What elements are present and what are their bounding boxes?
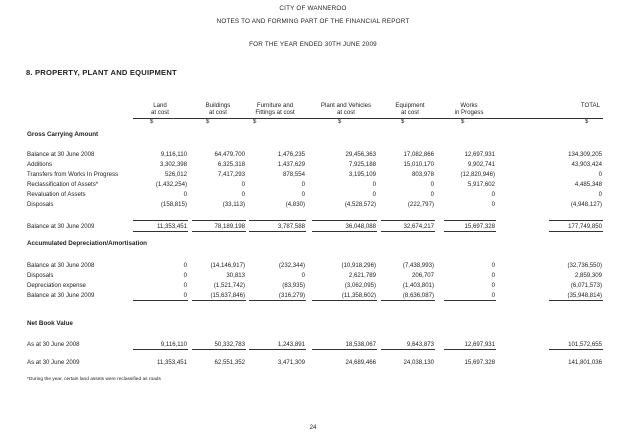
total-rule: [549, 349, 603, 350]
cell-value: (4,948,127): [570, 201, 602, 208]
group-accumulated-depreciation: Accumulated Depreciation/Amortisation: [27, 240, 148, 247]
report-period: FOR THE YEAR ENDED 30TH JUNE 2009: [249, 41, 377, 48]
total-rule: [381, 349, 435, 350]
cell-value: 0: [491, 292, 495, 299]
row-label: Disposals: [27, 272, 54, 279]
table-row: [0, 181, 626, 190]
row-label: Balance at 30 June 2009: [27, 223, 95, 230]
cell-value: 24,038,130: [403, 359, 434, 366]
row-label: Reclassification of Assets*: [27, 181, 99, 188]
cell-value: 3,471,309: [277, 359, 305, 366]
row-label: Additions: [27, 161, 53, 168]
cell-value: (12,820,946): [460, 171, 495, 178]
cell-value: 0: [491, 262, 495, 269]
total-rule: [444, 300, 496, 301]
total-rule: [249, 300, 306, 301]
column-header-land: Land at cost: [151, 102, 169, 117]
cell-value: 0: [301, 272, 305, 279]
table-row: [0, 191, 626, 200]
cell-value: 12,697,931: [464, 341, 495, 348]
total-rule: [444, 231, 496, 232]
cell-value: 0: [430, 191, 434, 198]
cell-value: 141,801,036: [568, 359, 602, 366]
cell-value: 0: [491, 272, 495, 279]
cell-value: 0: [183, 282, 187, 289]
cell-value: 62,551,352: [214, 359, 245, 366]
row-label: Revaluation of Assets: [27, 191, 86, 198]
table-row: [0, 359, 626, 368]
cell-value: 17,082,866: [403, 151, 434, 158]
cell-value: 15,697,328: [464, 223, 495, 230]
cell-value: 36,048,088: [345, 223, 376, 230]
footnote: *During the year, certain land assets were reclassified as roads: [27, 377, 161, 382]
cell-value: (1,521,742): [213, 282, 245, 289]
cell-value: 0: [301, 181, 305, 188]
cell-value: 0: [301, 191, 305, 198]
total-rule: [133, 220, 188, 221]
table-row: [0, 282, 626, 291]
cell-value: 24,689,466: [345, 359, 376, 366]
cell-value: (4,528,572): [344, 201, 376, 208]
cell-value: (11,358,602): [341, 292, 376, 299]
column-header-buildings: Buildings at cost: [205, 102, 231, 117]
total-rule: [312, 349, 377, 350]
column-header-furniture: Furniture and Fittings at cost: [255, 102, 295, 117]
table-row: [0, 171, 626, 180]
cell-value: 0: [241, 191, 245, 198]
cell-value: (32,736,550): [567, 262, 602, 269]
currency-symbol: $: [401, 119, 405, 125]
row-label: Depreciation expense: [27, 282, 86, 289]
cell-value: 0: [183, 272, 187, 279]
cell-value: (35,948,814): [567, 292, 602, 299]
currency-symbol: $: [461, 119, 465, 125]
report-subtitle: NOTES TO AND FORMING PART OF THE FINANCIAL REPORT: [216, 18, 410, 25]
total-rule: [133, 349, 188, 350]
column-header-works: Works in Progess: [454, 102, 484, 117]
cell-value: (316,279): [278, 292, 305, 299]
cell-value: 101,572,655: [568, 341, 602, 348]
cell-value: 9,116,110: [160, 341, 187, 348]
total-rule: [549, 220, 603, 221]
cell-value: 5,917,602: [467, 181, 495, 188]
total-rule: [192, 220, 246, 221]
row-label: Balance at 30 June 2008: [27, 262, 95, 269]
row-label: Disposals: [27, 201, 54, 208]
cell-value: 29,456,363: [345, 151, 376, 158]
cell-value: (6,071,573): [570, 282, 602, 289]
total-rule: [312, 231, 377, 232]
cell-value: 0: [598, 191, 602, 198]
total-rule: [312, 220, 377, 221]
header-rule: [133, 118, 603, 119]
table-row: [0, 262, 626, 271]
cell-value: 177,749,850: [568, 223, 602, 230]
total-rule: [133, 231, 188, 232]
cell-value: 0: [183, 191, 187, 198]
total-rule: [444, 349, 496, 350]
cell-value: 15,697,328: [464, 359, 495, 366]
total-rule: [381, 231, 435, 232]
cell-value: (14,146,917): [210, 262, 245, 269]
cell-value: 15,010,170: [403, 161, 434, 168]
row-label: As at 30 June 2008: [27, 341, 80, 348]
cell-value: 526,012: [164, 171, 187, 178]
cell-value: 2,859,309: [574, 272, 602, 279]
cell-value: 0: [491, 201, 495, 208]
total-rule: [249, 349, 306, 350]
cell-value: 50,332,783: [214, 341, 245, 348]
total-rule: [381, 220, 435, 221]
column-header-equipment: Equipment at cost: [395, 102, 425, 117]
page-number: 24: [309, 424, 317, 431]
cell-value: 1,243,891: [277, 341, 305, 348]
cell-value: 0: [598, 171, 602, 178]
cell-value: 30,813: [226, 272, 245, 279]
cell-value: 0: [491, 191, 495, 198]
total-rule: [549, 231, 603, 232]
currency-symbol: $: [585, 119, 589, 125]
row-label: As at 30 June 2009: [27, 359, 80, 366]
cell-value: (8,636,087): [402, 292, 434, 299]
cell-value: 12,697,931: [464, 151, 495, 158]
total-rule: [192, 231, 246, 232]
total-rule: [133, 300, 188, 301]
table-row: [0, 201, 626, 210]
table-row: [0, 151, 626, 160]
cell-value: 0: [430, 181, 434, 188]
row-label: Balance at 30 June 2009: [27, 292, 95, 299]
cell-value: 9,902,741: [467, 161, 495, 168]
cell-value: (232,344): [278, 262, 305, 269]
currency-symbol: $: [206, 119, 210, 125]
cell-value: 3,302,398: [159, 161, 187, 168]
currency-symbol: $: [150, 119, 154, 125]
table-row: [0, 272, 626, 281]
cell-value: (1,403,801): [402, 282, 434, 289]
cell-value: (4,830): [285, 201, 305, 208]
cell-value: 11,353,451: [156, 359, 187, 366]
cell-value: (158,815): [160, 201, 187, 208]
cell-value: 803,978: [411, 171, 434, 178]
cell-value: (222,797): [407, 201, 434, 208]
cell-value: 7,417,293: [217, 171, 245, 178]
cell-value: 43,903,424: [571, 161, 602, 168]
cell-value: 206,707: [411, 272, 434, 279]
cell-value: 0: [241, 181, 245, 188]
group-net-book-value: Net Book Value: [27, 320, 73, 327]
total-rule: [444, 220, 496, 221]
cell-value: 18,538,067: [345, 341, 376, 348]
cell-value: 1,437,629: [277, 161, 305, 168]
cell-value: 0: [491, 282, 495, 289]
cell-value: 1,476,235: [277, 151, 305, 158]
total-rule: [192, 349, 246, 350]
total-rule: [192, 300, 246, 301]
cell-value: 3,787,588: [277, 223, 305, 230]
cell-value: (3,062,095): [344, 282, 376, 289]
table-row: [0, 161, 626, 170]
cell-value: 9,116,110: [160, 151, 187, 158]
cell-value: 9,643,873: [406, 341, 434, 348]
cell-value: 11,353,451: [156, 223, 187, 230]
cell-value: 0: [183, 292, 187, 299]
cell-value: 78,189,198: [214, 223, 245, 230]
cell-value: 64,479,700: [214, 151, 245, 158]
group-gross-carrying-amount: Gross Carrying Amount: [27, 131, 99, 138]
cell-value: 4,485,348: [574, 181, 602, 188]
cell-value: (1,432,254): [155, 181, 187, 188]
cell-value: (33,113): [222, 201, 245, 208]
cell-value: (83,935): [282, 282, 305, 289]
currency-symbol: $: [338, 119, 342, 125]
row-label: Balance at 30 June 2008: [27, 151, 95, 158]
column-header-plant: Plant and Vehicles at cost: [320, 102, 372, 117]
cell-value: 2,621,789: [348, 272, 376, 279]
cell-value: 3,195,109: [348, 171, 376, 178]
currency-symbol: $: [253, 119, 257, 125]
cell-value: 32,674,217: [403, 223, 434, 230]
total-rule: [249, 231, 306, 232]
total-rule: [312, 300, 377, 301]
section-title: 8. PROPERTY, PLANT AND EQUIPMENT: [26, 68, 177, 77]
total-rule: [549, 300, 603, 301]
cell-value: 7,925,188: [348, 161, 376, 168]
total-rule: [381, 300, 435, 301]
cell-value: 6,325,318: [217, 161, 245, 168]
org-name: CITY OF WANNEROO: [279, 5, 347, 12]
column-header-total: TOTAL: [580, 102, 600, 109]
row-label: Transfers from Works In Progress: [27, 171, 119, 178]
cell-value: 0: [372, 181, 376, 188]
cell-value: 0: [372, 191, 376, 198]
total-rule: [249, 220, 306, 221]
cell-value: (7,438,993): [402, 262, 434, 269]
cell-value: (10,918,296): [341, 262, 376, 269]
cell-value: (15,637,846): [210, 292, 245, 299]
cell-value: 878,554: [282, 171, 305, 178]
cell-value: 0: [183, 262, 187, 269]
cell-value: 134,309,205: [568, 151, 602, 158]
